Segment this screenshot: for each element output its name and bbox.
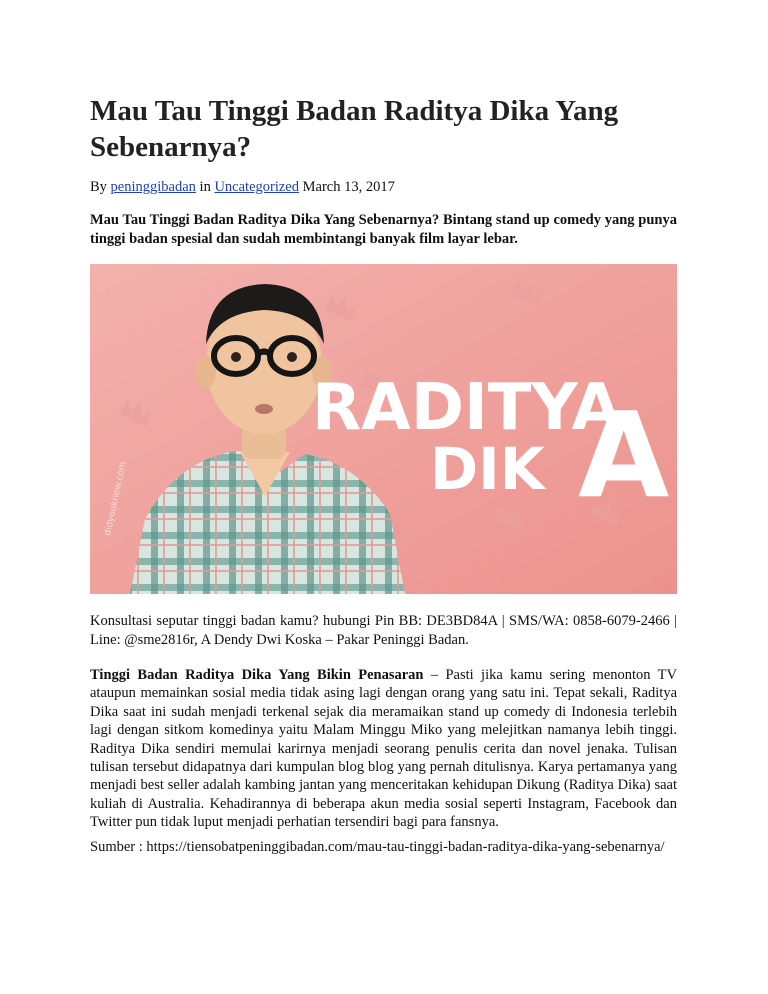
article-meta — [90, 178, 395, 196]
post-date: March 13, 2017 — [302, 179, 395, 195]
consultation-paragraph: Konsultasi seputar tinggi badan kamu? hubungi Pin BB: DE3BD84A | SMS/WA: 0858-6079-2466 | Line: @sme2816r, A Dendy Dwi Koska – Pakar Peninggi Badan. — [90, 613, 677, 648]
in-label: in — [199, 179, 211, 195]
by-label: By — [90, 179, 107, 195]
category-link[interactable]: Uncategorized — [214, 179, 299, 195]
source-line: Sumber : https://tiensobatpeninggibadan.com/mau-tau-tinggi-badan-raditya-dika-yang-sebenarnya/ — [90, 839, 665, 855]
body-paragraph — [90, 666, 677, 832]
body-text: – Pasti jika kamu sering menonton TV ataupun memainkan sosial media tidak asing lagi dengan orang yang satu ini. Tepat sekali, Raditya Dika saat ini sudah menjadi terkenal sejak dia meramaikan stand up comedy di Indonesia terlebih lagi dengan sitkom komedinya yaitu Malam Minggu Miko yang melejitkan namanya lebih tinggi. Raditya Dika sendiri memulai karirnya menjadi seorang penulis cerita dan novel jenaka. Tulisan tulisan tersebut didapatnya dari kumpulan blog blog yang pernah ditulisnya. Karya pertamanya yang menjadi best seller adalah kambing jantan yang menceritakan kehidupan Dikung (Raditya Dika) saat kuliah di Australia. Kehadirannya di beberapa akun media sosial seperti Instagram, Facebook dan Twitter pun tidak luput menjadi perhatian tersendiri bagi para fansnya. — [90, 667, 677, 831]
lead-paragraph: Mau Tau Tinggi Badan Raditya Dika Yang Sebenarnya? Bintang stand up comedy yang punya tinggi badan spesial dan sudah membintangi banyak film layar lebar. — [90, 212, 677, 247]
author-link[interactable]: peninggibadan — [110, 179, 196, 195]
hero-text-big-letter: A — [578, 386, 670, 524]
hero-text-line2: DIK — [430, 435, 545, 503]
hero-text-line1: RADITYA — [312, 371, 622, 445]
body-lead: Tinggi Badan Raditya Dika Yang Bikin Penasaran — [90, 667, 424, 683]
image-watermark: didyouknow.com — [103, 460, 129, 537]
article-title: Mau Tau Tinggi Badan Raditya Dika Yang Sebenarnya? — [90, 95, 619, 163]
hero-image — [90, 264, 677, 594]
